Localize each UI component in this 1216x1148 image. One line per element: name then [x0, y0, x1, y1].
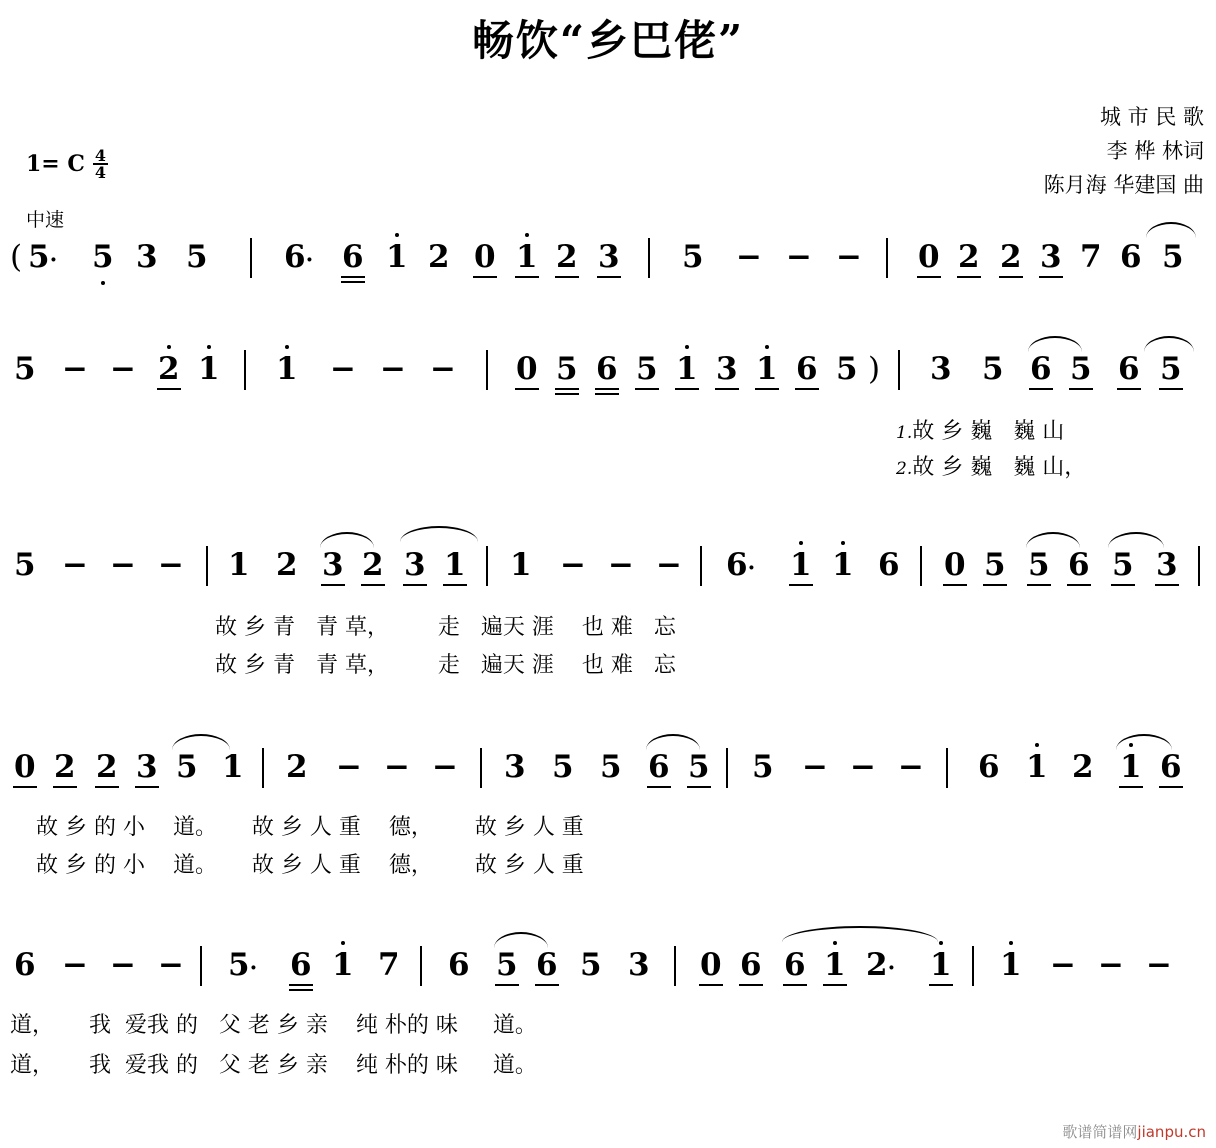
- note-group: 2: [1000, 239, 1022, 275]
- note-group: 6: [536, 947, 558, 983]
- music-system-2: [0, 352, 1216, 412]
- music-system-5: [0, 948, 1216, 1008]
- note-group: 1: [824, 947, 846, 983]
- lyric-line-verse2: 故 乡 的 小 道。 故 乡 人 重 德， 故 乡 人 重: [36, 853, 584, 878]
- note-group: 5: [600, 749, 622, 785]
- note-dash: −: [158, 947, 184, 983]
- note-group: 6: [14, 947, 36, 983]
- note-group: 5: [682, 239, 704, 275]
- barline: [972, 946, 974, 986]
- note-dash: −: [836, 239, 862, 275]
- note-group: 1: [198, 351, 220, 387]
- note-group: 1: [516, 239, 538, 275]
- note-group: 3: [598, 239, 620, 275]
- lyric-line-verse2: 2.故 乡 巍 巍 山，: [896, 455, 1087, 480]
- note-dash: −: [1050, 947, 1076, 983]
- note-group: 3: [930, 351, 952, 387]
- note-group: 6: [1030, 351, 1052, 387]
- note-group: 7: [1080, 239, 1102, 275]
- slur-arc: [1144, 336, 1194, 352]
- note-dash: −: [158, 547, 184, 583]
- note-group: 5: [176, 749, 198, 785]
- music-system-1: [0, 240, 1216, 300]
- page-title: 畅饮“乡巴佬”: [471, 16, 745, 65]
- note-group: 6·: [284, 239, 314, 275]
- note-dash: −: [1098, 947, 1124, 983]
- note-group: 0: [14, 749, 36, 785]
- note-group: 5: [984, 547, 1006, 583]
- note-group: 1: [386, 239, 408, 275]
- note-group: 5: [186, 239, 208, 275]
- lyric-line-verse2: 故 乡 青 青 草， 走 遍天 涯 也 难 忘: [215, 653, 676, 678]
- note-group: 1: [1026, 749, 1048, 785]
- note-group: 6: [740, 947, 762, 983]
- note-group: 1: [1000, 947, 1022, 983]
- slur-arc: [1146, 222, 1196, 238]
- barline: [700, 546, 702, 586]
- note-group: 2: [54, 749, 76, 785]
- note-group: 1: [510, 547, 532, 583]
- note-dash: −: [336, 749, 362, 785]
- note-group: 0: [944, 547, 966, 583]
- note-dash: −: [786, 239, 812, 275]
- note-group: 5·: [28, 239, 58, 275]
- note-group: 3: [136, 239, 158, 275]
- note-group: 3: [322, 547, 344, 583]
- note-dash: −: [802, 749, 828, 785]
- slur-arc: [320, 532, 374, 548]
- note-dash: −: [62, 547, 88, 583]
- barline: [262, 748, 264, 788]
- credit-line-composer: 陈月海 华建国 曲: [1043, 173, 1204, 197]
- slur-arc: [400, 526, 478, 542]
- note-dash: −: [110, 547, 136, 583]
- note-group: 0: [516, 351, 538, 387]
- barline: [250, 238, 252, 278]
- slur-arc: [1028, 336, 1082, 352]
- lyric-line-verse1: 1.故 乡 巍 巍 山: [896, 419, 1065, 444]
- note-group: 6: [596, 351, 618, 387]
- note-group: 3: [1156, 547, 1178, 583]
- slur-arc: [1116, 734, 1172, 750]
- lyric-line-verse2: 道， 我 爱我 的 父 老 乡 亲 纯 朴的 味 道。: [10, 1053, 537, 1078]
- note-dash: −: [656, 547, 682, 583]
- note-group: 5: [636, 351, 658, 387]
- watermark-domain: jianpu.cn: [1137, 1123, 1206, 1141]
- lyric-line-verse1: 道， 我 爱我 的 父 老 乡 亲 纯 朴的 味 道。: [10, 1013, 537, 1038]
- note-group: 5: [1070, 351, 1092, 387]
- note-group: 5: [688, 749, 710, 785]
- note-group: 1: [756, 351, 778, 387]
- note-group: 5: [1112, 547, 1134, 583]
- credit-line-lyricist: 李 桦 林词: [1106, 139, 1204, 163]
- barline: [200, 946, 202, 986]
- time-signature: [93, 148, 108, 180]
- note-group: 2: [1072, 749, 1094, 785]
- tempo-marking: 中速: [26, 209, 65, 231]
- barline: [674, 946, 676, 986]
- note-group: 5: [14, 351, 36, 387]
- credits-block: [1044, 100, 1204, 202]
- note-group: 5: [552, 749, 574, 785]
- note-group: 2: [958, 239, 980, 275]
- note-group: 5: [1162, 239, 1184, 275]
- note-group: 6: [978, 749, 1000, 785]
- barline: [206, 546, 208, 586]
- note-group: 6: [1160, 749, 1182, 785]
- note-group: 6: [448, 947, 470, 983]
- time-signature-denominator: 4: [94, 163, 107, 182]
- barline: [480, 748, 482, 788]
- note-group: 5: [836, 351, 858, 387]
- note-group: 1: [222, 749, 244, 785]
- note-group: 2: [286, 749, 308, 785]
- lyric-line-verse1: 故 乡 青 青 草， 走 遍天 涯 也 难 忘: [215, 615, 676, 640]
- music-system-3: [0, 548, 1216, 608]
- note-group: 1: [276, 351, 298, 387]
- slur-arc: [782, 926, 938, 942]
- note-dash: −: [330, 351, 356, 387]
- note-dash: −: [898, 749, 924, 785]
- slur-arc: [1026, 532, 1080, 548]
- note-group: 2: [158, 351, 180, 387]
- note-group: 2·: [866, 947, 896, 983]
- note-group: 6: [796, 351, 818, 387]
- note-group: 1: [228, 547, 250, 583]
- note-group: 3: [1040, 239, 1062, 275]
- note-group: 1: [790, 547, 812, 583]
- note-dash: −: [736, 239, 762, 275]
- barline: [726, 748, 728, 788]
- note-dash: −: [430, 351, 456, 387]
- barline: [486, 546, 488, 586]
- note-dash: −: [560, 547, 586, 583]
- slur-arc: [1108, 532, 1164, 548]
- note-group: 6: [290, 947, 312, 983]
- barline: [920, 546, 922, 586]
- note-group: 6: [342, 239, 364, 275]
- note-group: 1: [332, 947, 354, 983]
- note-group: 6: [648, 749, 670, 785]
- note-group: 6·: [726, 547, 756, 583]
- note-dash: −: [62, 947, 88, 983]
- note-group: 2: [428, 239, 450, 275]
- repeat-open-paren: (: [10, 239, 23, 275]
- lyric-line-verse1: 故 乡 的 小 道。 故 乡 人 重 德， 故 乡 人 重: [36, 815, 584, 840]
- slur-arc: [172, 734, 230, 750]
- note-group: 1: [444, 547, 466, 583]
- watermark-text: 歌谱简谱网: [1062, 1123, 1138, 1141]
- note-dash: −: [1146, 947, 1172, 983]
- note-group: 5: [1160, 351, 1182, 387]
- note-group: 6: [878, 547, 900, 583]
- note-group: 2: [362, 547, 384, 583]
- note-group: 0: [700, 947, 722, 983]
- note-group: 5·: [228, 947, 258, 983]
- note-group: 3: [628, 947, 650, 983]
- note-group: 6: [1120, 239, 1142, 275]
- note-group: 1: [1120, 749, 1142, 785]
- barline: [244, 350, 246, 390]
- note-group: 3: [716, 351, 738, 387]
- slur-arc: [494, 932, 548, 948]
- note-group: 2: [276, 547, 298, 583]
- credit-line-genre: 城 市 民 歌: [1099, 105, 1204, 129]
- note-group: 5: [982, 351, 1004, 387]
- note-group: 2: [96, 749, 118, 785]
- barline: [420, 946, 422, 986]
- note-dash: −: [62, 351, 88, 387]
- note-dash: −: [110, 947, 136, 983]
- note-group: 1: [832, 547, 854, 583]
- repeat-close-paren: ): [868, 351, 881, 387]
- watermark: [1062, 1121, 1206, 1142]
- barline: [1198, 546, 1200, 586]
- note-group: 0: [918, 239, 940, 275]
- key-signature: [26, 148, 108, 180]
- note-group: 6: [1118, 351, 1140, 387]
- note-group: 3: [504, 749, 526, 785]
- note-group: 5: [752, 749, 774, 785]
- note-group: 5: [556, 351, 578, 387]
- note-group: 5: [1028, 547, 1050, 583]
- note-group: 5: [92, 239, 114, 275]
- barline: [886, 238, 888, 278]
- note-dash: −: [384, 749, 410, 785]
- note-group: 3: [404, 547, 426, 583]
- barline: [648, 238, 650, 278]
- music-system-4: [0, 750, 1216, 810]
- note-group: 2: [556, 239, 578, 275]
- note-group: 3: [136, 749, 158, 785]
- note-group: 7: [378, 947, 400, 983]
- note-dash: −: [608, 547, 634, 583]
- note-dash: −: [432, 749, 458, 785]
- barline: [486, 350, 488, 390]
- note-group: 5: [14, 547, 36, 583]
- barline: [946, 748, 948, 788]
- time-signature-numerator: 4: [94, 146, 107, 165]
- note-group: 5: [496, 947, 518, 983]
- note-group: 0: [474, 239, 496, 275]
- note-group: 6: [1068, 547, 1090, 583]
- note-dash: −: [380, 351, 406, 387]
- note-group: 5: [580, 947, 602, 983]
- note-group: 1: [676, 351, 698, 387]
- note-group: 6: [784, 947, 806, 983]
- slur-arc: [646, 734, 700, 750]
- note-group: 1: [930, 947, 952, 983]
- key-signature-label: 1= C: [26, 151, 85, 177]
- note-dash: −: [110, 351, 136, 387]
- barline: [898, 350, 900, 390]
- note-dash: −: [850, 749, 876, 785]
